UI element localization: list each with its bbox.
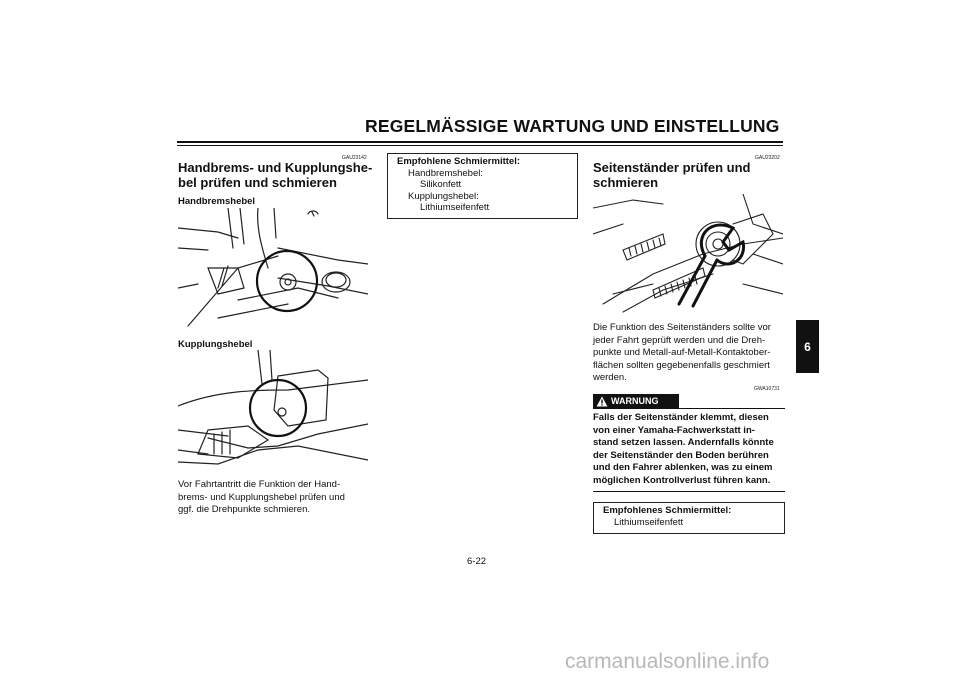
- heading-line: Seitenständer prüfen und: [593, 160, 751, 175]
- lubricant-box-title: Empfohlenes Schmiermittel:: [603, 505, 732, 516]
- text-line: flächen sollten gegebenenfalls geschmiert: [593, 359, 770, 371]
- clutch-lever-illustration: [178, 350, 368, 474]
- section-code: GAU23202: [755, 155, 780, 161]
- warning-line: möglichen Kontrollverlust führen kann.: [593, 474, 771, 486]
- sidestand-illustration: [593, 194, 783, 316]
- section-heading-sidestand: [593, 160, 750, 190]
- lubricant-value: Silikonfett: [420, 179, 462, 190]
- warning-line: Falls der Seitenständer klemmt, diesen: [593, 412, 769, 423]
- clutch-lever-label: Kupplungshebel: [178, 339, 253, 350]
- heading-line: schmieren: [593, 175, 659, 190]
- lubricant-value: Lithiumseifenfett: [420, 202, 490, 213]
- warning-badge: [593, 394, 679, 408]
- highlight-circle: [250, 380, 306, 436]
- heading-line: bel prüfen und schmieren: [178, 175, 337, 190]
- lubricant-item: Kupplungshebel:: [408, 190, 479, 202]
- highlight-circle: [257, 251, 317, 311]
- warning-bottom-rule: [593, 491, 785, 492]
- warning-line: und den Fahrer ablenken, was zu einem: [593, 462, 773, 473]
- warning-label: WARNUNG: [611, 396, 659, 406]
- header-rule: [177, 141, 783, 143]
- text-line: Vor Fahrtantritt die Funktion der Hand-: [178, 479, 341, 490]
- section-code: GAU23142: [342, 155, 367, 161]
- warning-line: von einer Yamaha-Fachwerkstatt in-: [593, 424, 755, 436]
- warning-triangle-icon: [596, 396, 608, 407]
- warning-code: GWA10731: [754, 386, 780, 392]
- lubricant-box-sidestand: [593, 502, 785, 534]
- warning-text: [593, 412, 774, 487]
- page-number: 6-22: [467, 556, 487, 567]
- brake-lever-illustration: [178, 208, 368, 332]
- lubricant-box-levers: [387, 153, 578, 219]
- lubricant-item: Handbremshebel:: [408, 167, 483, 179]
- page-title: REGELMÄSSIGE WARTUNG UND EINSTELLUNG: [365, 116, 780, 136]
- lubricant-value: Lithiumseifenfett: [614, 516, 684, 528]
- text-line: Die Funktion des Seitenständers sollte vor: [593, 322, 771, 333]
- warning-line: der Seitenständer den Boden berühren: [593, 449, 769, 461]
- section-heading-levers: [178, 160, 372, 190]
- levers-body-text: [178, 479, 345, 517]
- warning-line: stand setzen lassen. Andernfalls könnte: [593, 437, 774, 448]
- header-rule-thin: [177, 145, 783, 146]
- text-line: punkte und Metall-auf-Metall-Kontaktober-: [593, 347, 771, 358]
- text-line: jeder Fahrt geprüft werden und die Dreh-: [593, 334, 766, 346]
- sidestand-body-text: [593, 322, 771, 385]
- heading-line: Handbrems- und Kupplungshe-: [178, 160, 373, 175]
- text-line: werden.: [593, 372, 627, 383]
- watermark: carmanualsonline.info: [565, 650, 770, 673]
- warning-top-rule: [593, 408, 785, 409]
- brake-lever-label: Handbremshebel: [178, 196, 256, 207]
- text-line: ggf. die Drehpunkte schmieren.: [178, 504, 311, 515]
- text-line: brems- und Kupplungshebel prüfen und: [178, 491, 345, 503]
- lubricant-box-title: Empfohlene Schmiermittel:: [397, 156, 520, 167]
- chapter-tab: 6: [796, 320, 819, 373]
